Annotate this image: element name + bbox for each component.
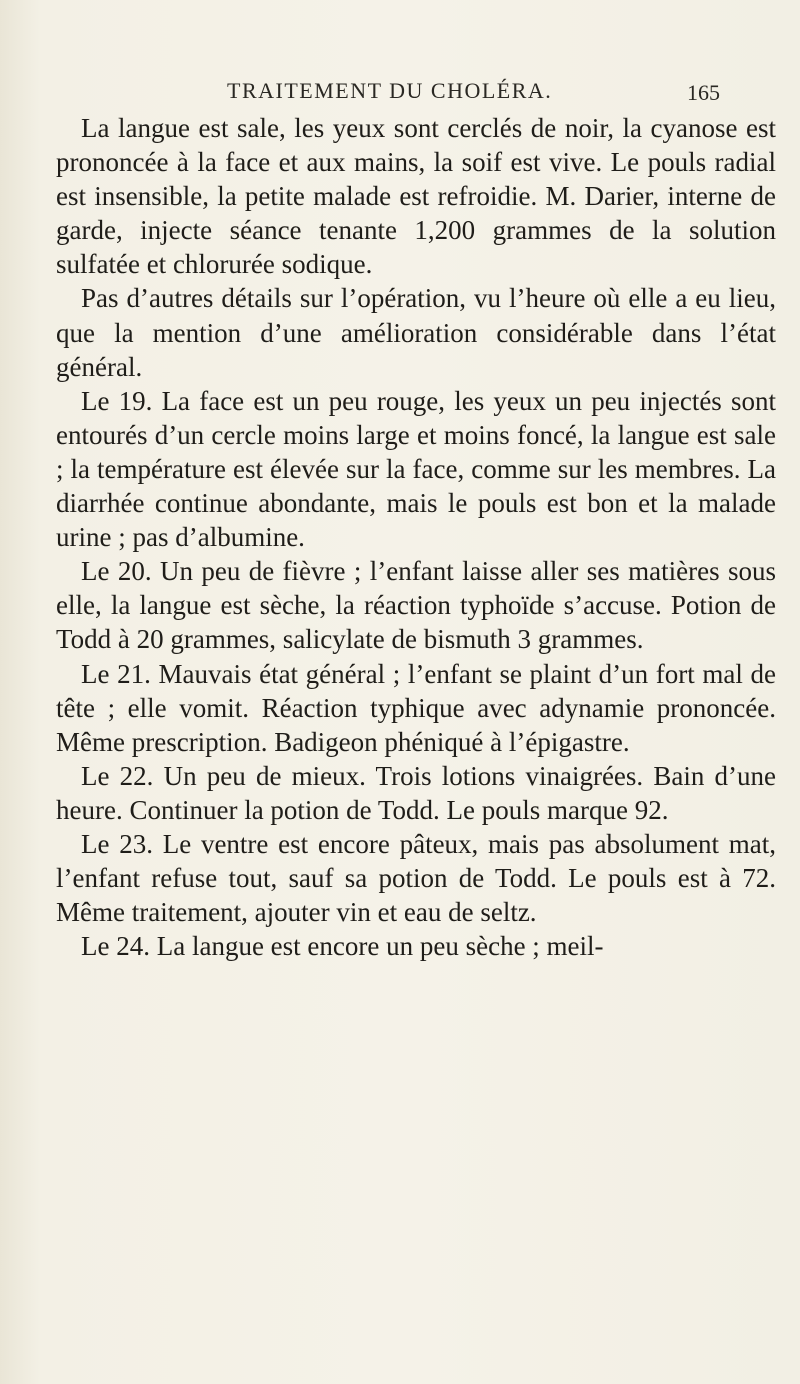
paragraph: Le 21. Mauvais état général ; l’enfant se plaint d’un fort mal de tête ; elle vomit. Réaction typhique avec adynamie prononcée. Même prescription. Badigeon phéniqué à l’épigastre. (56, 658, 776, 757)
running-head (60, 78, 800, 112)
paragraph: Le 20. Un peu de fièvre ; l’enfant laisse aller ses matières sous elle, la langue est sèche, la réaction typhoïde s’accuse. Potion de Todd à 20 grammes, salicylate de bismuth 3 grammes. (56, 556, 776, 655)
paragraph: La langue est sale, les yeux sont cerclés de noir, la cyanose est prononcée à la face et aux mains, la soif est vive. Le pouls radial est insensible, la petite malade est refroidie. M. Darier, interne de garde, injecte séance tenante 1,200 grammes de la solution sulfatée et chlorurée sodique. (56, 113, 776, 280)
paragraph: Le 24. La langue est encore un peu sèche ; meil- (81, 931, 604, 962)
body-text (56, 111, 776, 963)
running-title: TRAITEMENT DU CHOLÉRA. (227, 78, 553, 103)
paragraph: Le 22. Un peu de mieux. Trois lotions vinaigrées. Bain d’une heure. Continuer la potion de Todd. Le pouls marque 92. (56, 760, 776, 825)
paragraph: Pas d’autres détails sur l’opération, vu l’heure où elle a eu lieu, que la mention d’une amélioration considérable dans l’état général. (56, 283, 776, 382)
paragraph: Le 23. Le ventre est encore pâteux, mais pas absolument mat, l’enfant refuse tout, sauf sa potion de Todd. Le pouls est à 72. Même traitement, ajouter vin et eau de seltz. (56, 828, 776, 928)
page-number: 165 (687, 80, 720, 105)
paragraph: Le 19. La face est un peu rouge, les yeux un peu injectés sont entourés d’un cercle moins large et moins foncé, la langue est sale ; la température est élevée sur la face, comme sur les membres. La diarrhée continue abondante, mais le pouls est bon et la malade urine ; pas d’albumine. (56, 385, 776, 553)
